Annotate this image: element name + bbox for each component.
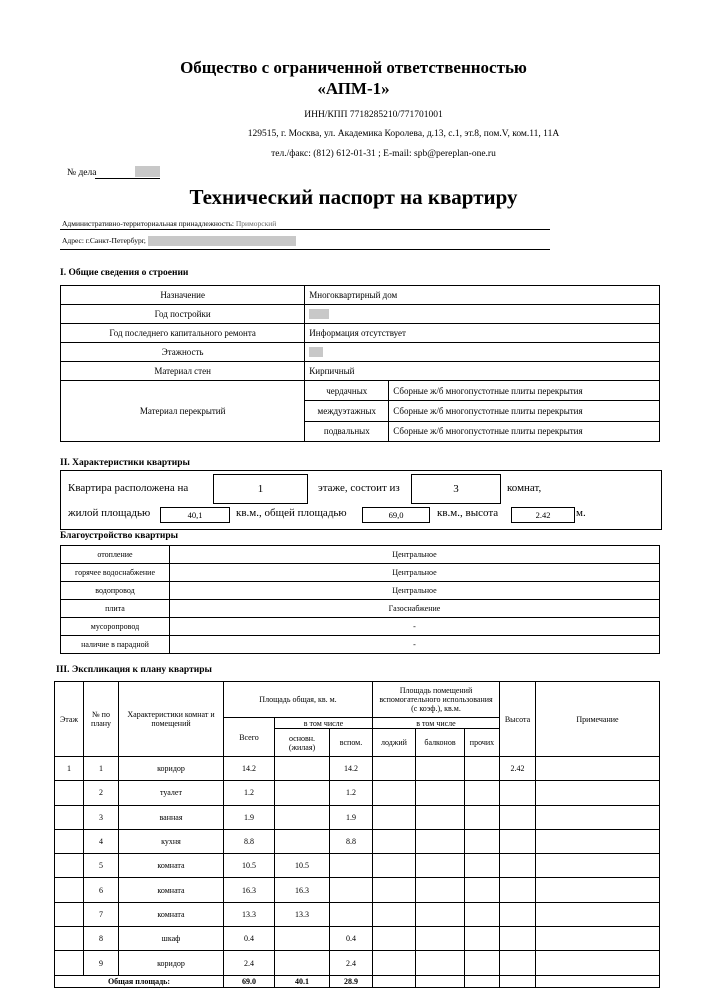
cell-loggia [373,781,416,805]
table-row [55,757,660,781]
floor-value: Сборные ж/б многопустотные плиты перекрытия [389,381,660,401]
cell-note [536,927,660,951]
cell-floor [55,805,84,829]
cell-floor [55,829,84,853]
amenity-label: горячее водоснабжение [61,564,170,582]
floor-type: подвальных [305,421,389,441]
cell-aux [330,854,373,878]
cell-num: 4 [84,829,119,853]
cell-name: коридор [119,951,224,975]
case-number-line [95,178,160,179]
apt-living-area: 40,1 [160,507,230,523]
cell-height [500,829,536,853]
cell-balcony [416,805,465,829]
cell-loggia [373,805,416,829]
col-balcony: балконов [416,729,465,757]
cell-note [536,854,660,878]
apt-text-2: этаже, состоит из [318,482,400,494]
floor-type: междуэтажных [305,401,389,421]
explication-table [54,681,660,988]
cell-loggia [373,878,416,902]
org-name-line1: Общество с ограниченной ответственностью [180,58,527,77]
floor-value: Сборные ж/б многопустотные плиты перекрытия [389,401,660,421]
cell-aux [330,878,373,902]
cell-balcony [416,854,465,878]
cell-other [465,854,500,878]
cell-height [500,878,536,902]
table-row [55,927,660,951]
total-empty [536,975,660,987]
cell-num: 8 [84,927,119,951]
table-row [55,805,660,829]
table-row [61,600,660,618]
col-desc: Характеристики комнат и помещений [119,682,224,757]
col-incl-aux: в том числе [373,718,500,729]
cell-balcony [416,829,465,853]
row-value [305,305,660,324]
cell-other [465,951,500,975]
cell-name: коридор [119,757,224,781]
redacted-floors [309,347,323,357]
header-row-1 [55,682,660,718]
col-aux: вспом. [330,729,373,757]
col-other: прочих [465,729,500,757]
apt-text-6: кв.м., высота [437,507,499,519]
cell-loggia [373,951,416,975]
cell-total: 10.5 [224,854,275,878]
cell-other [465,757,500,781]
cell-balcony [416,757,465,781]
redacted-address [148,236,296,246]
total-aux: 28.9 [330,975,373,987]
total-area: 69.0 [224,975,275,987]
col-area: Площадь общая, кв. м. [224,682,373,718]
row-value: Кирпичный [305,362,660,381]
col-note: Примечание [536,682,660,757]
cell-balcony [416,951,465,975]
amenity-value: Газоснабжение [170,600,660,618]
amenities-table [60,545,660,654]
cell-name: ванная [119,805,224,829]
redacted-case-number [135,166,160,177]
amenities-heading: Благоустройство квартиры [60,531,179,541]
col-height: Высота [500,682,536,757]
cell-note [536,757,660,781]
cell-aux: 2.4 [330,951,373,975]
cell-other [465,902,500,926]
row-label: Этажность [61,343,305,362]
apt-floor-value: 1 [213,474,308,504]
row-value: Многоквартирный дом [305,286,660,305]
amenity-value: Центральное [170,546,660,564]
cell-total: 8.8 [224,829,275,853]
amenity-label: мусоропровод [61,618,170,636]
row-label: Назначение [61,286,305,305]
cell-aux: 8.8 [330,829,373,853]
table-row [61,636,660,654]
cell-note [536,805,660,829]
table-row [61,362,660,381]
cell-total: 13.3 [224,902,275,926]
total-empty [416,975,465,987]
inn-kpp: ИНН/КПП 7718285210/771701001 [304,110,443,120]
cell-num: 2 [84,781,119,805]
cell-floor: 1 [55,757,84,781]
cell-floor [55,854,84,878]
col-aux-area: Площадь помещений вспомогательного использования (с коэф.), кв.м. [373,682,500,718]
cell-name: комната [119,902,224,926]
table-row [55,951,660,975]
apt-text-4: жилой площадью [68,507,151,519]
section2-heading: II. Характеристики квартиры [60,458,190,468]
cell-main: 16.3 [275,878,330,902]
cell-total: 2.4 [224,951,275,975]
cell-other [465,829,500,853]
address-underline [60,249,550,250]
cell-floor [55,781,84,805]
cell-note [536,781,660,805]
cell-num: 1 [84,757,119,781]
cell-height [500,927,536,951]
table-row [61,564,660,582]
cell-num: 5 [84,854,119,878]
total-empty [373,975,416,987]
cell-name: кухня [119,829,224,853]
cell-aux: 1.2 [330,781,373,805]
table-row [61,381,660,401]
apt-rooms-value: 3 [411,474,501,504]
org-name-line2: «АПМ-1» [317,79,390,98]
address-row [62,236,296,246]
col-incl: в том числе [275,718,373,729]
table-row [61,582,660,600]
cell-aux: 0.4 [330,927,373,951]
cell-height [500,805,536,829]
cell-height [500,781,536,805]
apt-text-7: м. [576,507,586,519]
cell-main: 10.5 [275,854,330,878]
cell-other [465,927,500,951]
row-value: Информация отсутствует [305,324,660,343]
admin-row [62,219,276,228]
amenity-label: отопление [61,546,170,564]
admin-underline [60,229,550,230]
cell-balcony [416,902,465,926]
cell-height [500,951,536,975]
cell-loggia [373,927,416,951]
cell-main [275,927,330,951]
section3-heading: III. Экспликация к плану квартиры [56,665,212,675]
col-main: основн. (жилая) [275,729,330,757]
cell-total: 1.9 [224,805,275,829]
total-main: 40.1 [275,975,330,987]
cell-balcony [416,878,465,902]
cell-total: 16.3 [224,878,275,902]
amenity-value: - [170,636,660,654]
cell-main [275,951,330,975]
cell-num: 9 [84,951,119,975]
cell-aux: 14.2 [330,757,373,781]
apt-text-1: Квартира расположена на [68,482,189,494]
apt-height: 2.42 [511,507,575,523]
col-num: № по плану [84,682,119,757]
org-contacts: тел./факс: (812) 612-01-31 ; E-mail: spb@pereplan-one.ru [271,149,496,159]
cell-other [465,805,500,829]
row-label: Год постройки [61,305,305,324]
table-row [55,854,660,878]
cell-loggia [373,902,416,926]
cell-height [500,902,536,926]
total-empty [465,975,500,987]
amenity-label: водопровод [61,582,170,600]
apt-text-5: кв.м., общей площадью [236,507,347,519]
amenity-label: наличие в парадной [61,636,170,654]
floor-material-label: Материал перекрытий [61,381,305,442]
cell-total: 0.4 [224,927,275,951]
apt-text-3: комнат, [507,482,542,494]
cell-floor [55,951,84,975]
cell-name: комната [119,854,224,878]
cell-aux: 1.9 [330,805,373,829]
col-loggia: лоджий [373,729,416,757]
cell-total: 1.2 [224,781,275,805]
floor-value: Сборные ж/б многопустотные плиты перекрытия [389,421,660,441]
cell-name: комната [119,878,224,902]
cell-floor [55,927,84,951]
table-row [61,546,660,564]
cell-loggia [373,854,416,878]
cell-main [275,757,330,781]
cell-balcony [416,927,465,951]
table-row [61,286,660,305]
cell-main [275,805,330,829]
cell-height [500,854,536,878]
building-info-table [60,285,660,442]
admin-value: Приморский [235,219,277,228]
table-row [55,781,660,805]
cell-num: 7 [84,902,119,926]
total-row [55,975,660,987]
cell-aux [330,902,373,926]
cell-loggia [373,757,416,781]
cell-num: 3 [84,805,119,829]
cell-other [465,878,500,902]
total-empty [500,975,536,987]
amenity-value: - [170,618,660,636]
cell-floor [55,902,84,926]
total-label: Общая площадь: [55,975,224,987]
cell-name: туалет [119,781,224,805]
case-number-label: № дела [67,168,97,178]
cell-balcony [416,781,465,805]
row-label: Год последнего капитального ремонта [61,324,305,343]
cell-total: 14.2 [224,757,275,781]
section1-heading: I. Общие сведения о строении [60,268,189,278]
row-value [305,343,660,362]
cell-note [536,902,660,926]
amenity-label: плита [61,600,170,618]
table-row [61,343,660,362]
cell-note [536,829,660,853]
cell-main: 13.3 [275,902,330,926]
cell-main [275,829,330,853]
cell-name: шкаф [119,927,224,951]
redacted-year [309,309,329,319]
admin-label: Административно-территориальная принадлежность: [62,219,234,228]
cell-main [275,781,330,805]
col-total: Всего [224,718,275,757]
cell-note [536,951,660,975]
cell-loggia [373,829,416,853]
col-floor: Этаж [55,682,84,757]
table-row [55,878,660,902]
cell-num: 6 [84,878,119,902]
cell-other [465,781,500,805]
row-label: Материал стен [61,362,305,381]
cell-floor [55,878,84,902]
org-address: 129515, г. Москва, ул. Академика Королева, д.13, с.1, эт.8, пом.V, ком.11, 11А [247,129,560,139]
table-row [61,618,660,636]
cell-height: 2.42 [500,757,536,781]
apt-total-area: 69,0 [362,507,430,523]
page-title: Технический паспорт на квартиру [189,185,518,209]
table-row [55,902,660,926]
address-label: Адрес: г.Санкт-Петербург, [62,236,146,245]
table-row [61,305,660,324]
amenity-value: Центральное [170,582,660,600]
amenity-value: Центральное [170,564,660,582]
table-row [55,829,660,853]
cell-note [536,878,660,902]
table-row [61,324,660,343]
floor-type: чердачных [305,381,389,401]
